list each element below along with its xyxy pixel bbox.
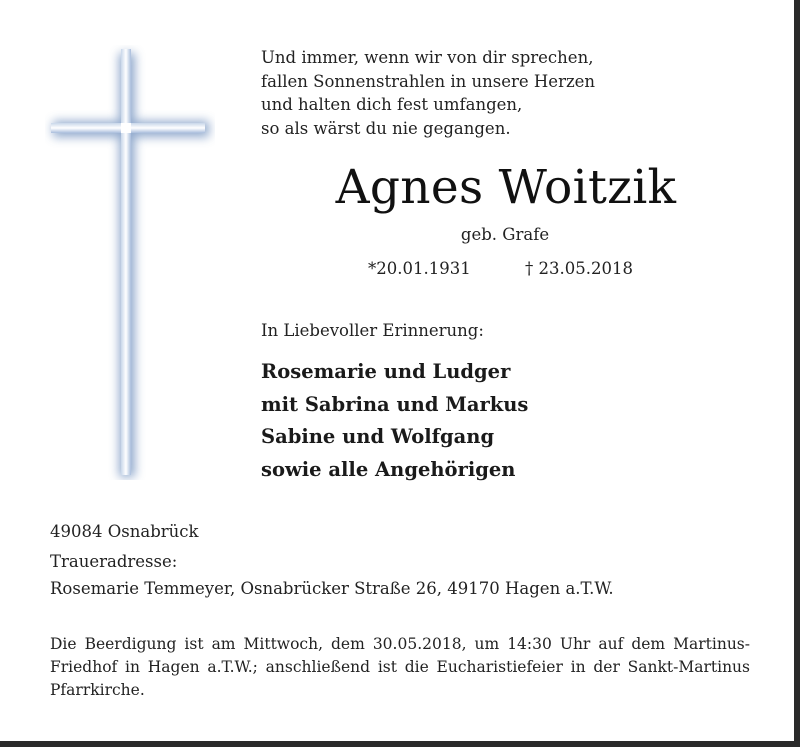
city-line: 49084 Osnabrück bbox=[50, 522, 199, 541]
deceased-name: Agnes Woitzik bbox=[335, 160, 677, 215]
mourner-line: Sabine und Wolfgang bbox=[261, 425, 495, 448]
mourner-line: Rosemarie und Ludger bbox=[261, 360, 511, 383]
poem-line: Und immer, wenn wir von dir sprechen, bbox=[261, 48, 594, 67]
mourning-address: Rosemarie Temmeyer, Osnabrücker Straße 26, 49170 Hagen a.T.W. bbox=[50, 579, 614, 598]
memory-heading: In Liebevoller Erinnerung: bbox=[261, 321, 484, 340]
latin-cross-icon bbox=[45, 45, 215, 480]
poem-line: und halten dich fest umfangen, bbox=[261, 95, 523, 114]
address-label: Traueradresse: bbox=[50, 552, 178, 571]
poem-line: fallen Sonnenstrahlen in unsere Herzen bbox=[261, 71, 596, 91]
poem-line: so als wärst du nie gegangen. bbox=[261, 118, 511, 138]
poem bbox=[261, 46, 595, 140]
mourners-list bbox=[261, 356, 528, 486]
mourner-line: mit Sabrina und Markus bbox=[261, 392, 529, 416]
birth-date: *20.01.1931 bbox=[368, 259, 471, 278]
maiden-name: geb. Grafe bbox=[460, 225, 550, 244]
mourner-line: sowie alle Angehörigen bbox=[261, 457, 516, 481]
death-date: † 23.05.2018 bbox=[525, 259, 633, 278]
funeral-details: Die Beerdigung ist am Mittwoch, dem 30.05.2018, um 14:30 Uhr auf dem Martinus-Friedhof in Hagen a.T.W.; anschließend ist die Eucharistiefeier in der Sankt-Martinus Pfarrkirche. bbox=[50, 635, 750, 699]
